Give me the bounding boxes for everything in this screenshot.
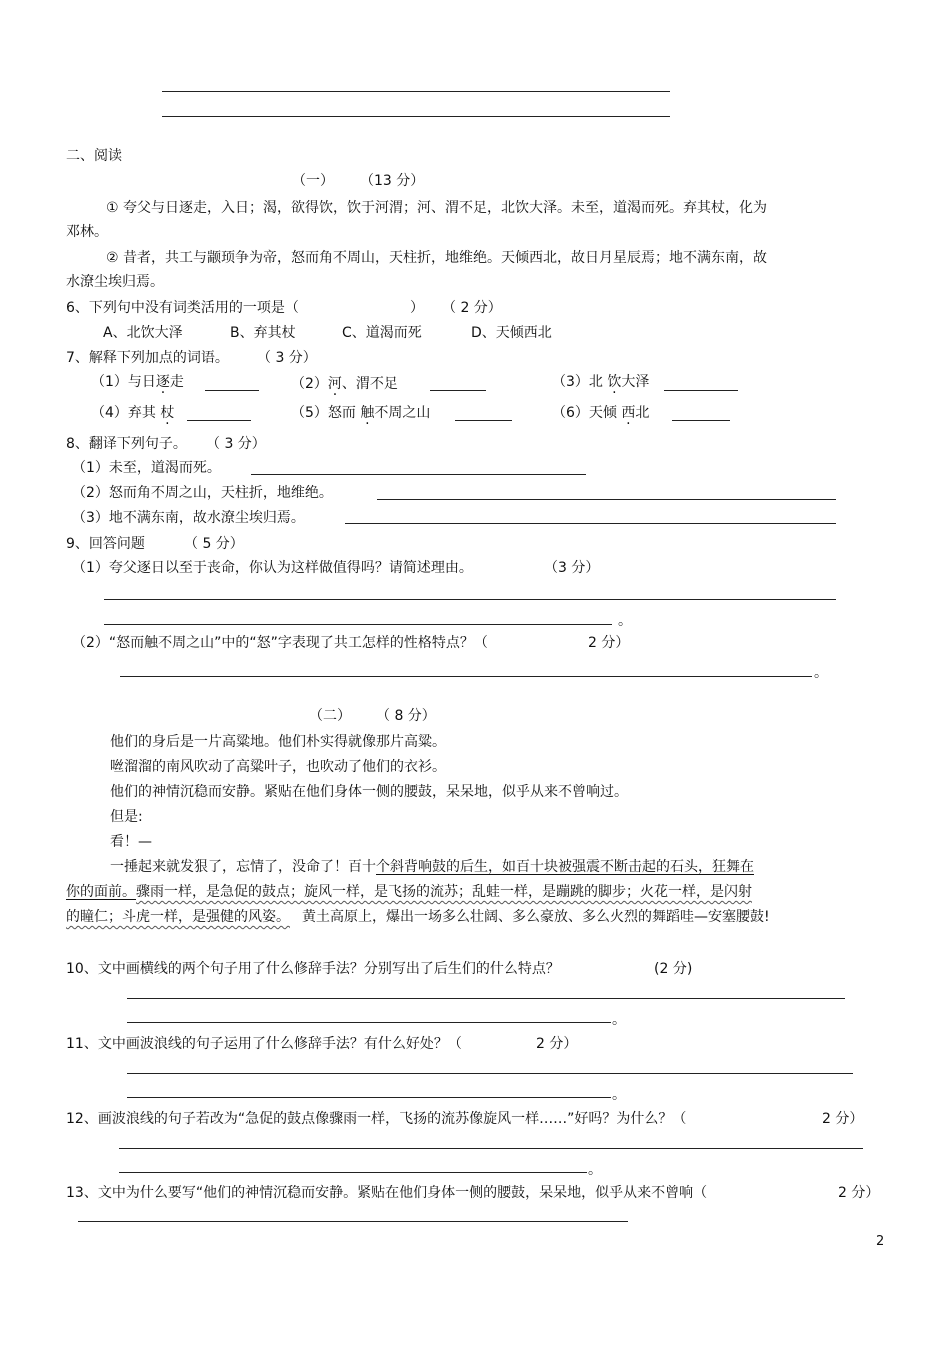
underlined-sentence: 你的面前。 <box>66 884 136 900</box>
page-number: 2 <box>876 1234 885 1249</box>
part2-para-2: 咝溜溜的南风吹动了高粱叶子，也吹动了他们的衣衫。 <box>110 759 446 775</box>
answer-line <box>104 599 836 600</box>
q7-item-2: （2）河、渭不足 <box>291 376 398 392</box>
part2-para-3: 他们的神情沉稳而安静。紧贴在他们身体一侧的腰鼓，呆呆地，似乎从来不曾响过。 <box>110 784 628 800</box>
answer-line <box>127 998 845 999</box>
part2-para-8: 的瞳仁；斗虎一样，是强健的风姿。 黄土高原上，爆出一场多么壮阔、多么豪放、多么火烈的舞蹈哇—安塞腰鼓! <box>66 909 770 925</box>
q7-item-6: （6）天倾 西北 <box>552 405 650 421</box>
answer-line <box>205 390 259 391</box>
wavy-sentence: 骤雨一样，是急促的鼓点；旋风一样，是飞扬的流苏；乱蛙一样，是蹦跳的脚步；火花一样，是闪射 <box>136 884 752 900</box>
q13-score: 2 分） <box>838 1185 880 1201</box>
q10-score: (2 分) <box>654 961 693 977</box>
part2-para-1: 他们的身后是一片高粱地。他们朴实得就像那片高粱。 <box>110 734 446 750</box>
answer-line <box>127 1097 611 1098</box>
answer-line <box>672 420 730 421</box>
answer-line <box>251 474 586 475</box>
q7-score: （ 3 分） <box>257 350 317 366</box>
part1-header-score: （13 分） <box>360 173 425 189</box>
part1-para1-line1: ① 夸父与日逐走，入日；渴，欲得饮，饮于河渭；河、渭不足，北饮大泽。未至，道渴而死。弃其杖，化为 <box>106 200 767 216</box>
q11-stem: 11、文中画波浪线的句子运用了什么修辞手法？有什么好处？（ <box>66 1036 462 1052</box>
section-title: 二、阅读 <box>66 148 122 164</box>
q7-item-1: （1）与日逐走 <box>91 374 184 390</box>
answer-line <box>377 499 836 500</box>
q12-score: 2 分） <box>822 1111 864 1127</box>
answer-line <box>455 420 512 421</box>
q9-score: （ 5 分） <box>184 536 244 552</box>
q6-stem: 6、下列句中没有词类活用的一项是（ <box>66 300 299 316</box>
q6-score: （ 2 分） <box>442 300 502 316</box>
part2-para-5: 看！— <box>110 834 152 850</box>
period: 。 <box>814 665 828 681</box>
part2-para-6: 一捶起来就发狠了，忘情了，没命了！百十个斜背响鼓的后生，如百十块被强震不断击起的石头，狂舞在 <box>110 859 754 875</box>
q9-sub2: （2）“怒而触不周之山”中的“怒”字表现了共工怎样的性格特点？（ <box>72 635 488 651</box>
answer-line <box>119 1148 863 1149</box>
q6-close: ） <box>410 300 424 316</box>
part2-para-7 <box>66 883 752 901</box>
q7-item-5: （5）怒而 触不周之山 <box>291 405 431 421</box>
period: 。 <box>588 1162 602 1178</box>
wavy-sentence: 的瞳仁；斗虎一样，是强健的风姿。 <box>66 909 290 925</box>
q8-item-2: （2）怒而角不周之山，天柱折，地维绝。 <box>72 485 333 501</box>
q11-score: 2 分） <box>536 1036 578 1052</box>
answer-line <box>345 523 836 524</box>
q9-sub1-score: （3 分） <box>544 560 600 576</box>
answer-line <box>162 91 670 92</box>
part1-para2-line2: 水潦尘埃归焉。 <box>66 274 164 290</box>
answer-line <box>104 624 612 625</box>
q8-item-1: （1）未至，道渴而死。 <box>72 460 221 476</box>
q13-stem: 13、文中为什么要写“他们的神情沉稳而安静。紧贴在他们身体一侧的腰鼓，呆呆地，似乎从来不曾响（ <box>66 1185 708 1201</box>
q8-score: （ 3 分） <box>206 436 266 452</box>
q6-option-a: A、北饮大泽 <box>103 325 183 341</box>
answer-line <box>430 390 486 391</box>
answer-line <box>119 1172 587 1173</box>
q12-stem: 12、画波浪线的句子若改为“急促的鼓点像骤雨一样，飞扬的流苏像旋风一样……”好吗？为什么？（ <box>66 1111 687 1127</box>
answer-line <box>162 116 670 117</box>
q9-stem: 9、回答问题 <box>66 536 145 552</box>
answer-line <box>120 676 812 677</box>
q8-stem: 8、翻译下列句子。 <box>66 436 187 452</box>
answer-line <box>127 1022 611 1023</box>
q9-sub2-score: 2 分） <box>588 635 630 651</box>
q6-option-c: C、道渴而死 <box>342 325 422 341</box>
part1-para1-line2: 邓林。 <box>66 224 108 240</box>
period: 。 <box>612 1087 626 1103</box>
q7-stem: 7、解释下列加点的词语。 <box>66 350 229 366</box>
underlined-sentence: 个斜背响鼓的后生，如百十块被强震不断击起的石头，狂舞在 <box>376 859 754 875</box>
part2-header-score: （ 8 分） <box>376 708 436 724</box>
q6-option-d: D、天倾西北 <box>471 325 552 341</box>
q6-option-b: B、弃其杖 <box>230 325 296 341</box>
q8-item-3: （3）地不满东南，故水潦尘埃归焉。 <box>72 510 305 526</box>
period: 。 <box>618 613 632 629</box>
period: 。 <box>612 1012 626 1028</box>
answer-line <box>127 1073 853 1074</box>
answer-line <box>187 420 251 421</box>
part2-para-4: 但是: <box>110 809 143 825</box>
q9-sub1: （1）夸父逐日以至于丧命，你认为这样做值得吗？请简述理由。 <box>72 560 473 576</box>
q7-item-4: （4）弃其 杖 <box>91 405 175 421</box>
q10-stem: 10、文中画横线的两个句子用了什么修辞手法？分别写出了后生们的什么特点？ <box>66 961 560 977</box>
q7-item-3: （3）北 饮大泽 <box>552 374 650 390</box>
part2-header-num: （二） <box>309 708 351 724</box>
answer-line <box>78 1221 628 1222</box>
part1-header-num: （一） <box>292 173 334 189</box>
part1-para2-line1: ② 昔者，共工与颛顼争为帝，怒而角不周山，天柱折，地维绝。天倾西北，故日月星辰焉；地不满东南，故 <box>106 250 767 266</box>
answer-line <box>664 390 738 391</box>
